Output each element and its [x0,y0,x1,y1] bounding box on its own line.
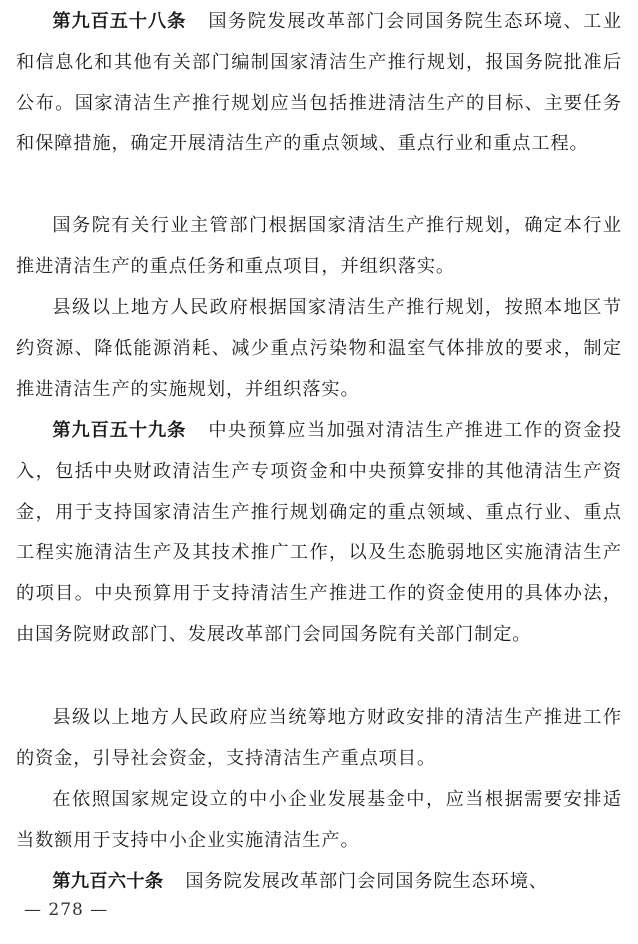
article-958-paragraph-1 [16,2,622,165]
article-958-paragraph-2 [16,206,622,288]
article-959-text-2: 县级以上地方人民政府应当统筹地方财政安排的清洁生产推进工作的资金，引导社会资金，支持清洁生产重点项目。 [16,707,622,769]
article-959-paragraph-1 [16,411,622,656]
article-959-paragraph-3 [16,780,622,862]
article-960-heading: 第九百六十条 [52,871,164,892]
article-959-heading: 第九百五十九条 [52,420,187,441]
article-958-heading: 第九百五十八条 [52,11,187,32]
article-959-paragraph-2 [16,698,622,780]
article-960-paragraph-1 [16,862,622,903]
article-958-text-1: 国务院发展改革部门会同国务院生态环境、工业和信息化和其他有关部门编制国家清洁生产推行规划，报国务院批准后公布。国家清洁生产推行规划应当包括推进清洁生产的目标、主要任务和保障措施，确定开展清洁生产的重点领域、重点行业和重点工程。 [16,11,622,155]
article-959-text-1: 中央预算应当加强对清洁生产推进工作的资金投入，包括中央财政清洁生产专项资金和中央预算安排的其他清洁生产资金，用于支持国家清洁生产推行规划确定的重点领域、重点行业、重点工程实施清洁生产及其技术推广工作，以及生态脆弱地区实施清洁生产的项目。中央预算用于支持清洁生产推进工作的资金使用的具体办法，由国务院财政部门、发展改革部门会同国务院有关部门制定。 [16,420,622,645]
article-958-paragraph-3 [16,288,622,410]
article-959-text-3: 在依照国家规定设立的中小企业发展基金中，应当根据需要安排适当数额用于支持中小企业实施清洁生产。 [16,789,622,851]
article-958-text-3: 县级以上地方人民政府根据国家清洁生产推行规划，按照本地区节约资源、降低能源消耗、减少重点污染物和温室气体排放的要求，制定推进清洁生产的实施规划，并组织落实。 [16,297,622,400]
article-960-text-1: 国务院发展改革部门会同国务院生态环境、 [185,871,548,892]
page-number: — 278 — [24,900,109,920]
article-958-text-2: 国务院有关行业主管部门根据国家清洁生产推行规划，确定本行业推进清洁生产的重点任务和重点项目，并组织落实。 [16,215,622,277]
